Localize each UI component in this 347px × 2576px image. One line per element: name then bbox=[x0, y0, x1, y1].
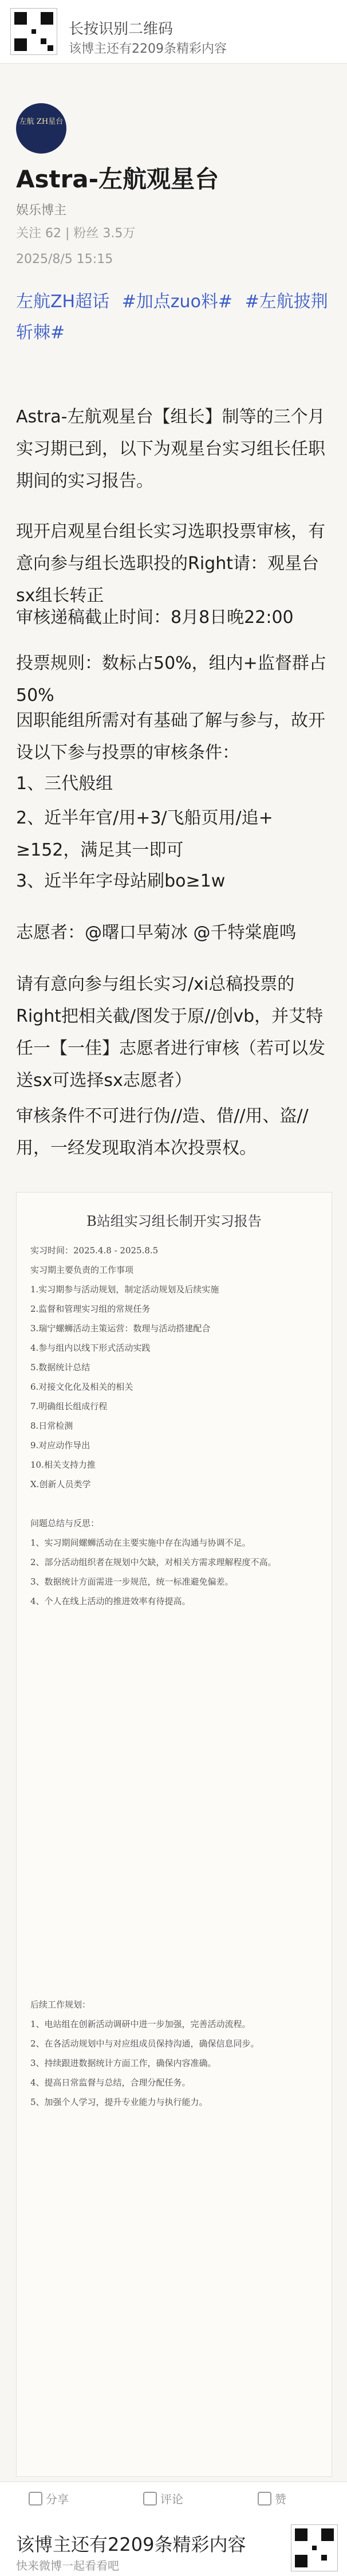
footer-subtitle: 快来微博一起看看吧 bbox=[16, 2559, 119, 2573]
comment-button[interactable] bbox=[143, 2490, 183, 2507]
top-banner bbox=[0, 0, 347, 64]
report-line: 1、电站组在创新活动调研中进一步加强，完善活动流程。 bbox=[30, 2019, 251, 2029]
action-bar bbox=[17, 2490, 326, 2513]
report-line: 4、提高日常监督与总结，合理分配任务。 bbox=[30, 2077, 191, 2088]
like-icon bbox=[258, 2492, 271, 2506]
post-tags bbox=[16, 287, 337, 348]
report-tasks bbox=[30, 1995, 317, 2112]
tag-link[interactable]: #加点zuo料# bbox=[121, 292, 233, 312]
report-section-title: 后续工作规划： bbox=[30, 1999, 91, 2010]
account-stats: 关注 62 | 粉丝 3.5万 bbox=[16, 226, 136, 241]
qr-code-icon[interactable] bbox=[10, 8, 57, 55]
report-line: 4.参与组内以线下形式活动实践 bbox=[30, 1343, 151, 1353]
banner-subtitle: 该博主还有2209条精彩内容 bbox=[69, 42, 227, 56]
condition-item: 2、近半年官/用+3/飞船页用/追+ ≥152，满足其一即可 bbox=[16, 808, 273, 860]
report-line: 10.相关支持力推 bbox=[30, 1460, 96, 1470]
qr-code-icon[interactable] bbox=[291, 2524, 338, 2571]
volunteers: 志愿者：@曙口早菊冰 @千特棠鹿鸣 bbox=[16, 923, 297, 943]
report-issues bbox=[30, 1514, 317, 1611]
like-button[interactable] bbox=[258, 2490, 286, 2507]
report-line: 3.瑞宁螺蛳活动主策运营：数理与活动搭建配合 bbox=[30, 1323, 211, 1334]
report-line: 8.日常检测 bbox=[30, 1421, 73, 1431]
post-paragraph: 现开启观星台组长实习选职投票审核，有意向参与组长选职投的Right请：观星台sx组长转正 bbox=[16, 522, 325, 606]
report-line: 1.实习期参与活动规划，制定活动规划及后续实施 bbox=[30, 1284, 219, 1295]
account-category: 娱乐博主 bbox=[16, 203, 67, 218]
report-line: 7.明确组长组成行程 bbox=[30, 1401, 108, 1411]
report-line: 4、个人在线上活动的推进效率有待提高。 bbox=[30, 1596, 191, 1606]
comment-label: 评论 bbox=[160, 2492, 183, 2506]
report-line: 5.数据统计总结 bbox=[30, 1362, 90, 1373]
report-line: 1、实习期间螺蛳活动在主要实施中存在沟通与协调不足。 bbox=[30, 1538, 251, 1548]
condition-item: 3、近半年字母站刷bo≥1w bbox=[16, 871, 226, 891]
post-paragraph: 审核递稿截止时间：8月8日晚22:00 bbox=[16, 607, 294, 628]
comment-icon bbox=[143, 2492, 157, 2506]
post-paragraph: 投票规则：数标占50%，组内+监督群占50% bbox=[16, 653, 326, 705]
report-title: B站组实习组长制开实习报告 bbox=[86, 1213, 262, 1229]
banner-title: 长按识别二维码 bbox=[69, 21, 174, 38]
report-line: 2、在各活动规划中与对应组成员保持沟通，确保信息同步。 bbox=[30, 2038, 259, 2049]
condition-item: 1、三代般组 bbox=[16, 774, 113, 794]
report-line: 2、部分活动组织者在规划中欠缺，对相关方需求理解程度不高。 bbox=[30, 1557, 277, 1567]
report-line: 9.对应动作导出 bbox=[30, 1440, 90, 1450]
share-icon bbox=[29, 2492, 42, 2506]
report-line: 实习期主要负责的工作事项 bbox=[30, 1265, 134, 1275]
report-line: 实习时间：2025.4.8 - 2025.8.5 bbox=[30, 1245, 159, 1256]
report-lines bbox=[30, 1241, 317, 1494]
account-name[interactable]: Astra-左航观星台 bbox=[16, 165, 219, 193]
report-line: 5、加强个人学习，提升专业能力与执行能力。 bbox=[30, 2097, 208, 2107]
report-section-title: 问题总结与反思： bbox=[30, 1518, 100, 1528]
report-line: 3、持续跟进数据统计方面工作，确保内容准确。 bbox=[30, 2058, 216, 2068]
share-label: 分享 bbox=[46, 2492, 69, 2506]
report-line: 3、数据统计方面需进一步规范，统一标准避免偏差。 bbox=[30, 1577, 234, 1587]
post-paragraph: 请有意向参与组长实习/xi总稿投票的Right把相关截/图发于原//创vb，并艾特任一【一佳】志愿者进行审核（若可以发送sx可选择sx志愿者） bbox=[16, 974, 325, 1091]
tag-link[interactable]: #左航披荆斩棘# bbox=[16, 292, 328, 343]
avatar[interactable] bbox=[16, 103, 66, 154]
post-date: 2025/8/5 15:15 bbox=[16, 252, 113, 266]
post-paragraph: Astra-左航观星台【组长】制等的三个月实习期已到，以下为观星台实习组长任职期间的实习报告。 bbox=[16, 407, 325, 491]
report-image[interactable] bbox=[16, 1192, 332, 2477]
tag-link[interactable]: 左航ZH超话 bbox=[16, 292, 110, 312]
post-paragraph: 因职能组所需对有基础了解与参与，故开设以下参与投票的审核条件： bbox=[16, 711, 325, 763]
warning-paragraph: 审核条件不可进行伪//造、借//用、盗//用，一经发现取消本次投票权。 bbox=[16, 1106, 309, 1158]
share-button[interactable] bbox=[29, 2490, 69, 2507]
footer-title: 该博主还有2209条精彩内容 bbox=[16, 2534, 246, 2555]
report-line: X.创新人员类学 bbox=[30, 1479, 91, 1489]
report-line: 6.对接文化化及相关的相关 bbox=[30, 1382, 133, 1392]
like-label: 赞 bbox=[275, 2492, 286, 2506]
avatar-label: 左航 ZH星台 bbox=[19, 117, 64, 126]
report-line: 2.监督和管理实习组的常规任务 bbox=[30, 1304, 151, 1314]
